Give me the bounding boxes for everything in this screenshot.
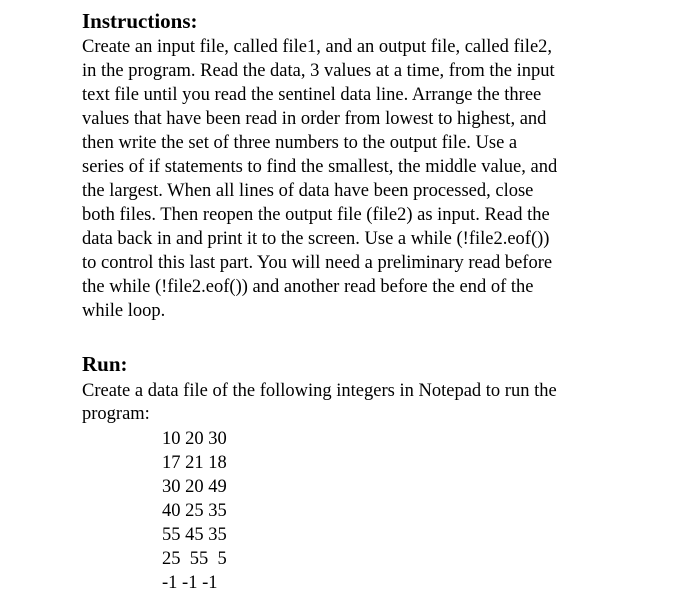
instructions-line: text file until you read the sentinel data line. Arrange the three xyxy=(82,85,542,105)
instructions-line: series of if statements to find the smallest, the middle value, and xyxy=(82,157,558,177)
instructions-line: both files. Then reopen the output file (file2) as input. Read the xyxy=(82,205,550,225)
instructions-line: in the program. Read the data, 3 values at a time, from the input xyxy=(82,61,555,81)
run-heading: Run: xyxy=(82,352,128,376)
data-line: 30 20 49 xyxy=(162,477,227,497)
data-line: 25 55 5 xyxy=(162,549,227,569)
data-line: -1 -1 -1 xyxy=(162,573,218,593)
instructions-line: while loop. xyxy=(82,301,166,321)
instructions-line: the largest. When all lines of data have been processed, close xyxy=(82,181,534,201)
instructions-line: the while (!file2.eof()) and another read before the end of the xyxy=(82,277,534,297)
run-line: Create a data file of the following integers in Notepad to run the xyxy=(82,381,557,401)
data-line: 17 21 18 xyxy=(162,453,227,473)
instructions-line: then write the set of three numbers to the output file. Use a xyxy=(82,133,518,153)
instructions-line: values that have been read in order from lowest to highest, and xyxy=(82,109,547,129)
data-line: 40 25 35 xyxy=(162,501,227,521)
run-line: program: xyxy=(82,404,150,424)
instructions-line: to control this last part. You will need a preliminary read before xyxy=(82,253,553,273)
instructions-heading: Instructions: xyxy=(82,9,198,33)
instructions-line: Create an input file, called file1, and an output file, called file2, xyxy=(82,37,553,57)
data-line: 10 20 30 xyxy=(162,429,227,449)
data-line: 55 45 35 xyxy=(162,525,227,545)
instructions-line: data back in and print it to the screen. Use a while (!file2.eof()) xyxy=(82,229,550,249)
